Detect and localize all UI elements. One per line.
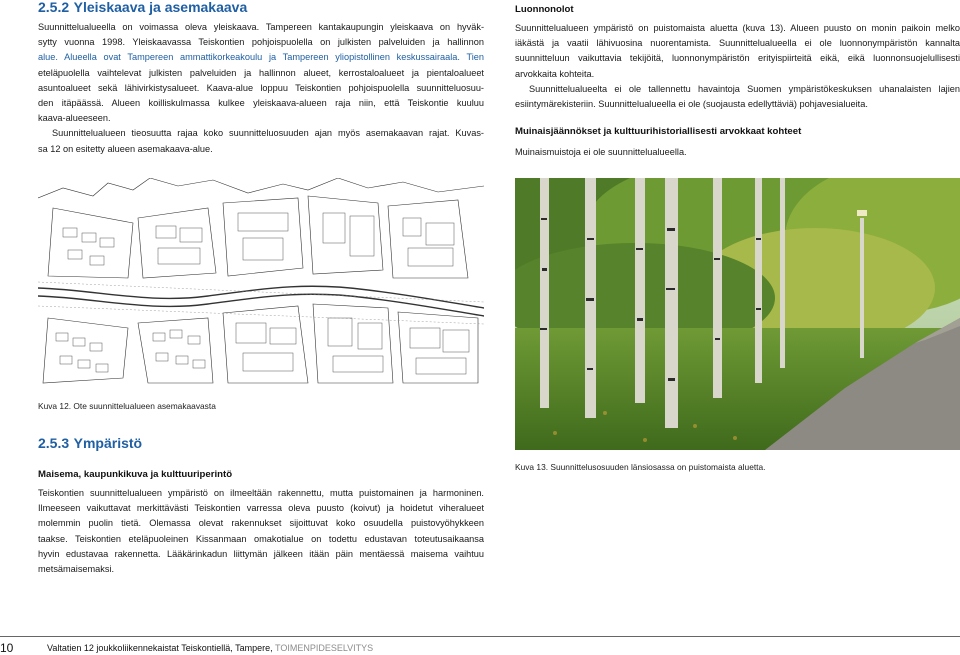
heading-luonnonolot: Luonnonolot (515, 4, 574, 15)
paragraph-muinaismuistot: Muinaismuistoja ei ole suunnittelualueella. (515, 147, 687, 157)
subheading-maisema: Maisema, kaupunkikuva ja kulttuuriperintö (38, 469, 233, 480)
page-number: 10 (0, 641, 14, 655)
paragraph-ymparisto: Teiskontien suunnittelualueen ympäristö on ilmeeltään rakennettu, mutta puistomainen ja harmoninen. Ilmeeseen vaikuttavat merkittävästi Teiskontien varressa oleva puusto (koivut) ja hoidetut viheralueet molemmin puolin tietä. Olemassa olevat rakennukset sijoittuvat koko osuudella puistovyöhykkeen taakse. Teiskontien eteläpuoleinen Kissanmaan omakotialue on todettu edustavan toteutusaikaansa hyvin edustavaa rakennetta. Lääkärinkadun liittymän jälkeen itään päin mentäessä maisema vaihtuu metsämaisemaksi. (38, 488, 484, 575)
figure-12-caption: Kuva 12. Ote suunnittelualueen asemakaavasta (38, 401, 216, 411)
zoning-plan-map (38, 178, 484, 386)
heading-muinaisjaannokset: Muinaisjäännökset ja kulttuurihistoriallisesti arvokkaat kohteet (515, 126, 802, 137)
park-photo (515, 178, 960, 450)
footer-divider (0, 636, 960, 637)
park-birch-trees-image (515, 178, 960, 450)
footer-document-title: Valtatien 12 joukkoliikennekaistat Teiskontiellä, Tampere, TOIMENPIDESELVITYS (47, 643, 374, 653)
figure-13-caption: Kuva 13. Suunnittelusosuuden länsiosassa on puistomaista aluetta. (515, 462, 766, 472)
zoning-plan-drawing (38, 178, 484, 386)
paragraph-yleiskaava: Suunnittelualueella on voimassa oleva yleiskaava. Tampereen kantakaupungin yleiskaava on hyväk- sytty vuonna 1998. Yleiskaavassa Teiskontien pohjoispuolella on julkisten palveluiden ja hallinnon alue. Alueella ovat Tampereen ammattikorkeakoulu ja Tampereen yliopistollinen keskussairaala. Tien eteläpuolella vaihtelevat julkisten palveluiden ja hallinnon alueet, kerrostaloalueet ja pientaloalueet asuntoalueet sekä lähivirkistysalueet. Kaava-alue loppuu Teiskontien pohjoispuolella suunnitteluosuu- den itäpäässä. Alueen koilliskulmassa kulkee yleiskaava-alueen raja niin, että Teiskontie kuuluu kaava-alueeseen. Suunnittelualueen tieosuutta rajaa koko suunnitteluosuuden ajan myös asemakaavan rajat. Kuvas- sa 12 on esitetty alueen asemakaava-alue. (38, 22, 484, 154)
section-heading-2-5-2: 2.5.2 Yleiskaava ja asemakaava (38, 0, 248, 15)
paragraph-luonnonolot: Suunnittelualueen ympäristö on puistomaista aluetta (kuva 13). Alueen puusto on monin paikoin melko iäkästä ja vaatii lähivuosina nuorentamista. Suunnittelualueella ei ole luonnonympäristön kannalta suunnitteluun vaikuttavia tekijöitä, luonnonympäristön erityispiirteitä eikä, eikä luonnonsuojelullisesti arvokkaita kohteita. Suunnittelualueelta ei ole tallennettu havaintoja Suomen ympäristökeskuksen uhanalaisten lajien esiintymärekisteriin. Suunnittelualueella ei ole (suojausta edellyttäviä) pohjavesialueita. (515, 23, 960, 110)
section-heading-2-5-3: 2.5.3 Ympäristö (38, 435, 143, 451)
